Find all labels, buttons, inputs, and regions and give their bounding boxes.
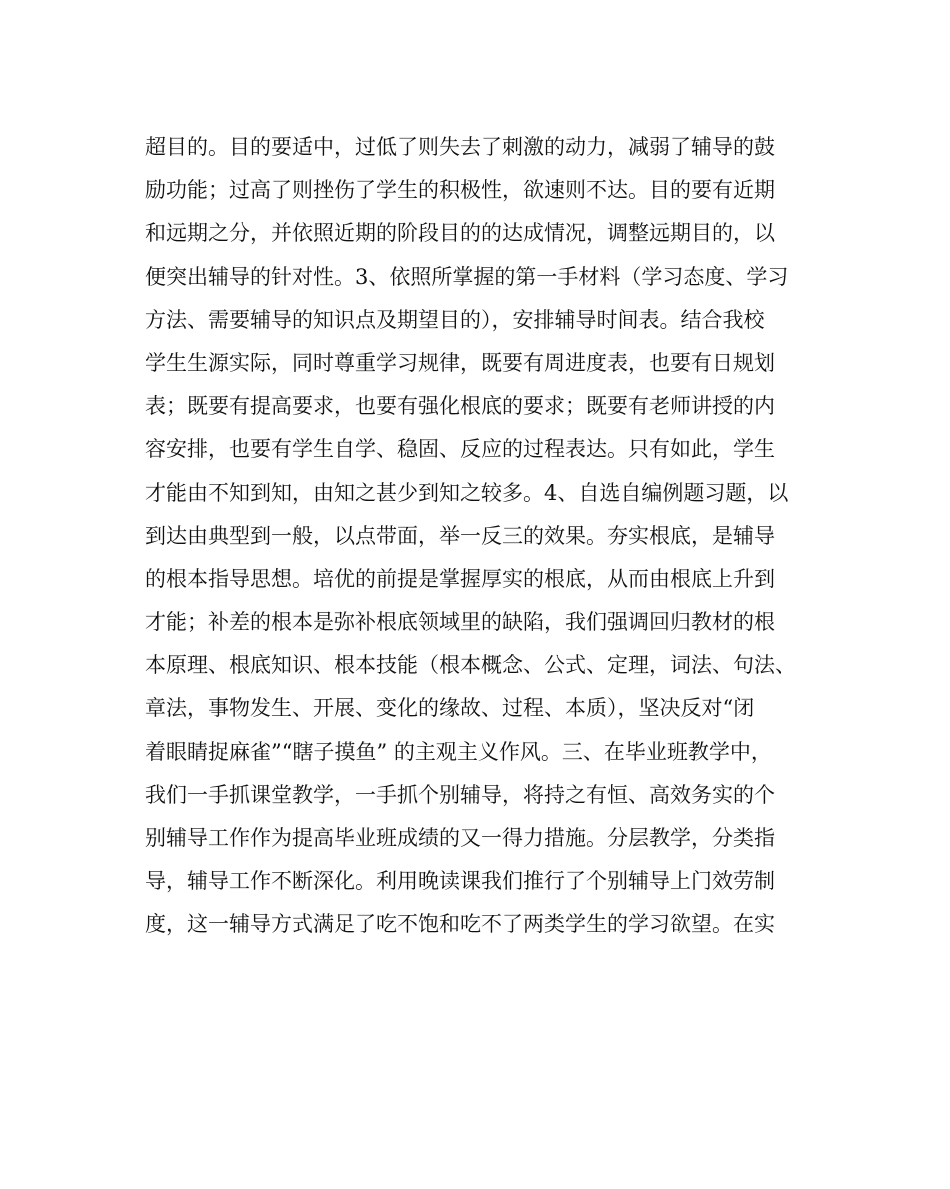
body-text (145, 126, 825, 947)
text-line: 容安排，也要有学生自学、稳固、反应的过程表达。只有如此，学生 (145, 437, 775, 462)
text-line: 着眼睛捉麻雀”“瞎子摸鱼” 的主观主义作风。三、在毕业班教学中， (145, 739, 772, 764)
text-line: 便突出辅导的针对性。3、依照所掌握的第一手材料（学习态度、学习 (145, 264, 789, 289)
text-line: 才能由不知到知，由知之甚少到知之较多。4、自选自编例题习题，以 (145, 480, 789, 505)
text-line: 励功能；过高了则挫伤了学生的积极性，欲速则不达。目的要有近期 (145, 178, 775, 203)
text-line: 别辅导工作作为提高毕业班成绩的又一得力措施。分层教学，分类指 (145, 826, 775, 850)
text-line: 我们一手抓课堂教学，一手抓个别辅导，将持之有恒、高效务实的个 (145, 782, 775, 807)
text-line: 章法，事物发生、开展、变化的缘故、过程、本质），坚决反对“闭 (145, 696, 755, 721)
text-line: 的根本指导思想。培优的前提是掌握厚实的根底，从而由根底上升到 (145, 566, 775, 591)
text-line: 才能；补差的根本是弥补根底领域里的缺陷，我们强调回归教材的根 (145, 610, 775, 635)
text-line: 到达由典型到一般，以点带面，举一反三的效果。夯实根底，是辅导 (145, 523, 775, 548)
text-line: 和远期之分，并依照近期的阶段目的的达成情况，调整远期目的，以 (145, 221, 775, 246)
text-line: 超目的。目的要适中，过低了则失去了刺激的动力，减弱了辅导的鼓 (145, 135, 775, 159)
text-line: 度，这一辅导方式满足了吃不饱和吃不了两类学生的学习欲望。在实 (145, 912, 775, 937)
text-line: 学生生源实际，同时尊重学习规律，既要有周进度表，也要有日规划 (145, 350, 775, 375)
text-line: 表；既要有提高要求，也要有强化根底的要求；既要有老师讲授的内 (145, 394, 775, 419)
text-line: 方法、需要辅导的知识点及期望目的），安排辅导时间表。结合我校 (145, 307, 765, 332)
text-line: 导，辅导工作不断深化。利用晚读课我们推行了个别辅导上门效劳制 (145, 869, 775, 894)
text-line: 本原理、根底知识、根本技能（根本概念、公式、定理，词法、句法、 (145, 653, 796, 678)
